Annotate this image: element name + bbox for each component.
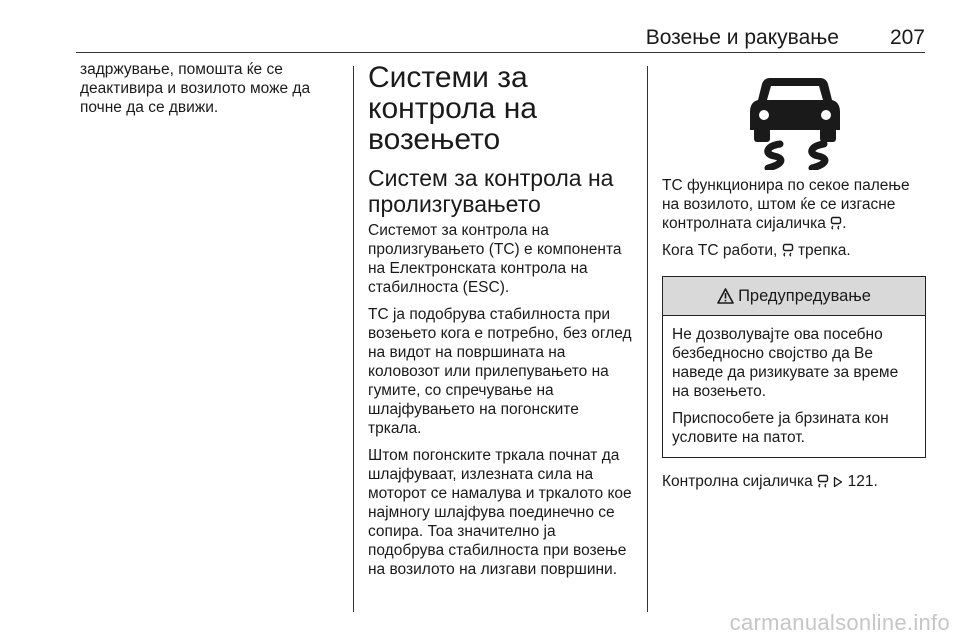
warning-title: Предупредување [738,286,871,305]
paragraph-tc-startup [662,176,926,233]
chapter-heading: Системи за контрола на возењето [368,61,537,156]
column-1 [80,60,335,125]
paragraph-tc-blinking [662,241,926,260]
paragraph-tc-wheelspin: Штом погонските тркала почнат да шлајфуваат, излезната сила на моторот се намалува и тркалото кое најмногу шлајфува поединечно се сопира. Тоа значително ја подобрува стабилноста при возење на возилото на лизгави површини. [368,447,632,578]
site-watermark: carmanualsonline.info [729,610,950,635]
paragraph-cross-reference [662,472,926,491]
column-2 [368,60,634,587]
warning-paragraph-1: Не дозволувајте ова посебно безбедносно својство да Ве наведе да ризикувате за време на возењето. [672,326,899,400]
paragraph-tc-intro: Системот за контрола на пролизгувањето (TC) е компонента на Електронската контрола на стабилноста (ESC). [368,222,622,296]
page-header [76,26,925,50]
tc-lamp-icon [817,474,829,488]
section-title: Возење и ракување [645,26,839,49]
warning-box [662,276,926,458]
tc-lamp-icon [830,216,842,230]
warning-body [663,316,925,457]
tc-blinking-after: трепка. [797,242,851,259]
column-divider-right [647,66,648,612]
reference-page-link[interactable]: 121. [847,473,878,490]
header-rule [76,52,925,53]
continuation-paragraph: задржување, помошта ќе се деактивира и возилото може да почне да се движи. [80,61,311,116]
traction-control-icon [740,70,850,170]
traction-control-illustration [662,66,926,176]
column-divider-left [353,66,354,612]
tc-blinking-before: Кога TC работи, [662,242,778,259]
warning-triangle-icon [717,288,734,304]
column-3 [662,60,926,499]
page-number: 207 [889,26,925,49]
page-reference-arrow-icon[interactable] [833,476,843,488]
reference-text: Контролна сијаличка [662,473,813,490]
tc-startup-end: . [842,215,847,232]
section-heading: Систем за контрола на пролизгувањето [368,165,614,217]
warning-header [663,277,925,316]
paragraph-tc-stability: TC ја подобрува стабилноста при возењето кога е потребно, без оглед на видот на површината на коловозот или прилепувањето на гумите, со спречување на шлајфувањето на погонските тркала. [368,306,632,437]
warning-paragraph-2: Приспособете ја брзината кон условите на патот. [672,410,889,446]
tc-lamp-icon [782,243,794,257]
tc-startup-text: TC функционира по секое палење на возилото, штом ќе се изгасне контролната сијаличка [662,177,910,232]
